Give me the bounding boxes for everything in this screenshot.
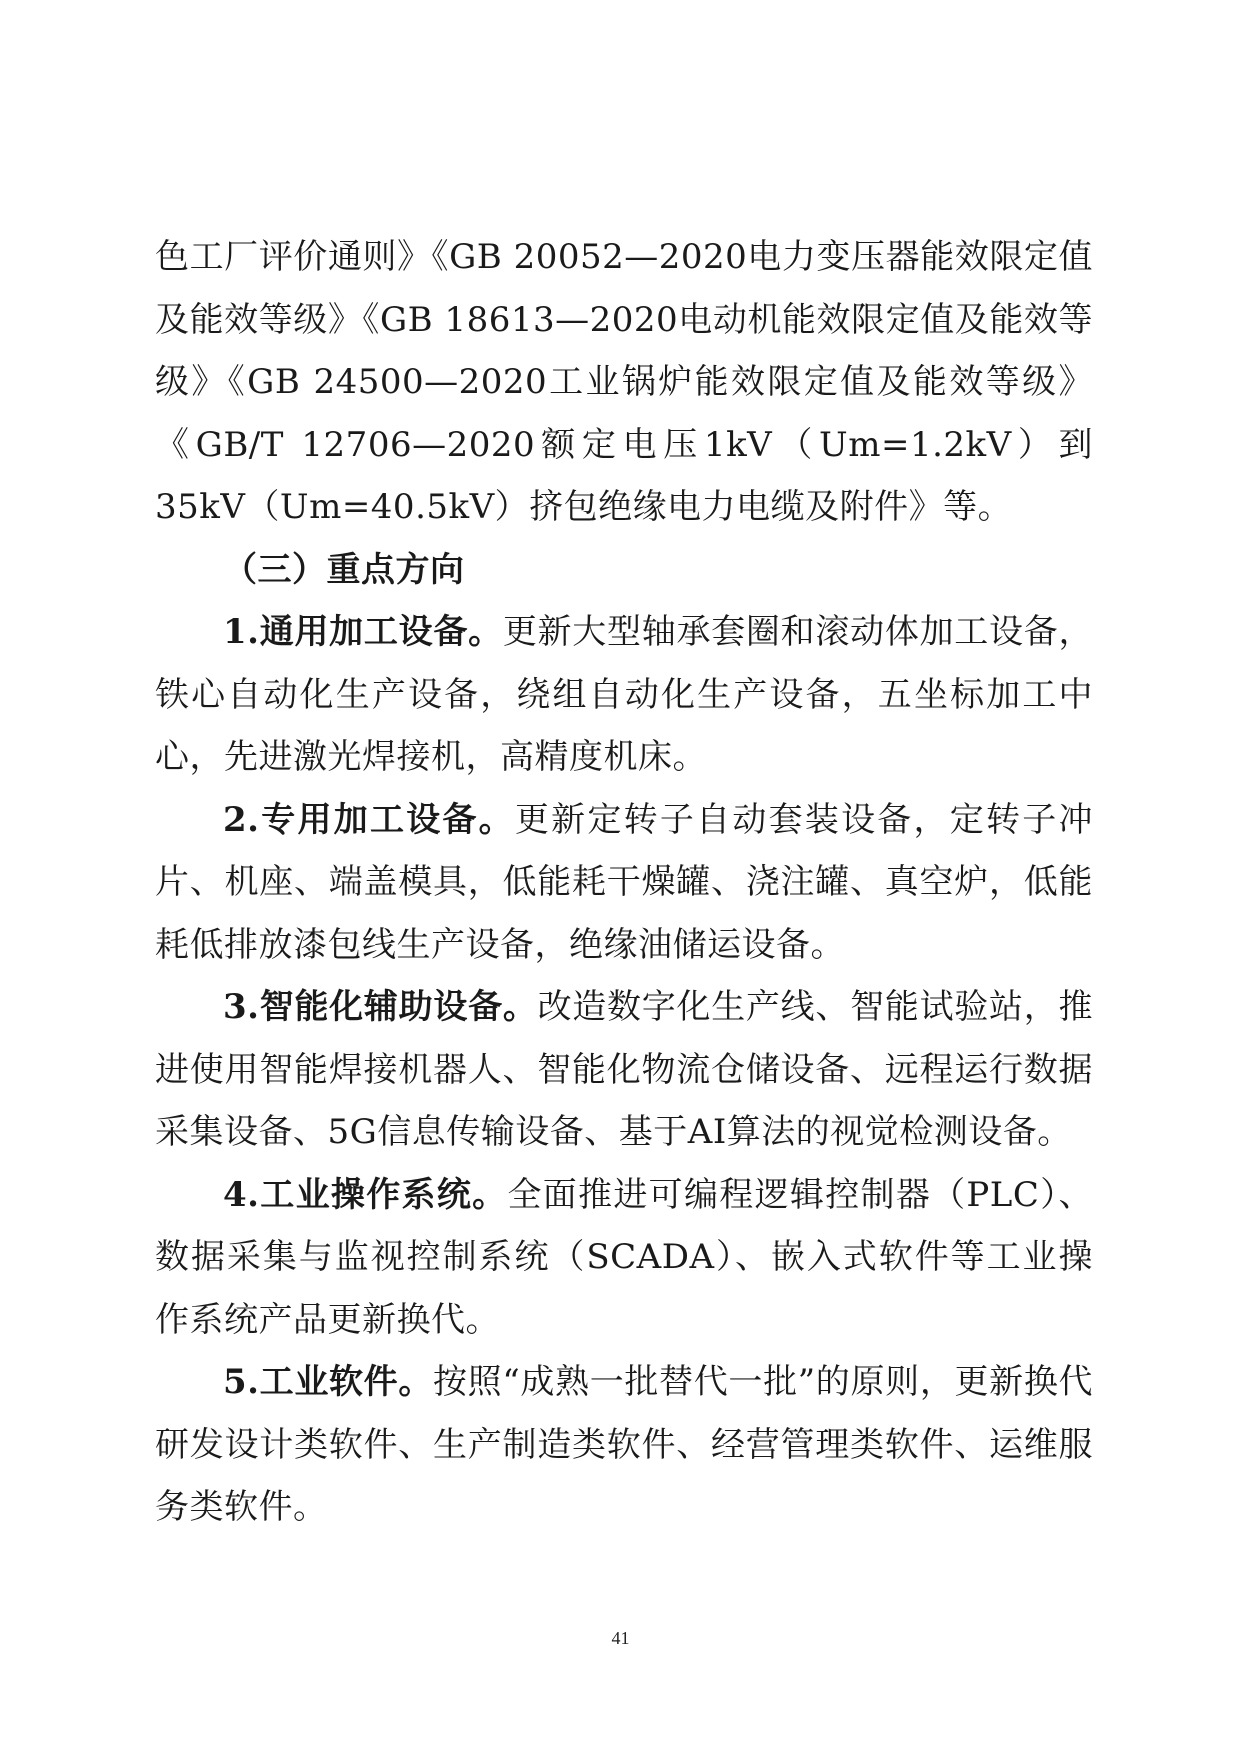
- document-body: [155, 226, 1093, 1539]
- section-heading: （三）重点方向: [223, 549, 465, 590]
- item-paragraph-3: [155, 976, 1093, 1164]
- item-text-3: 改造数字化生产线、智能试验站，推进使用智能焊接机器人、智能化物流仓储设备、远程运行数据采集设备、5G信息传输设备、基于AI算法的视觉检测设备。: [155, 987, 1093, 1152]
- item-text-4: 全面推进可编程逻辑控制器（PLC）、数据采集与监视控制系统（SCADA）、嵌入式软件等工业操作系统产品更新换代。: [155, 1174, 1094, 1340]
- item-lead-5: 5.工业软件。: [223, 1362, 434, 1402]
- item-text-5: 按照“成熟一批替代一批”的原则，更新换代研发设计类软件、生产制造类软件、经营管理类软件、运维服务类软件。: [155, 1362, 1093, 1527]
- continuation-paragraph: 色工厂评价通则》《GB 20052—2020电力变压器能效限定值及能效等级》《GB 18613—2020电动机能效限定值及能效等级》《GB 24500—2020工业锅炉能效限定值及能效等级》《GB/T 12706—2020额定电压1kV（Um=1.2kV）到35kV（Um=40.5kV）挤包绝缘电力电缆及附件》等。: [155, 237, 1093, 527]
- item-lead-3: 3.智能化辅助设备。: [223, 987, 538, 1027]
- item-lead-1: 1.通用加工设备。: [223, 612, 503, 652]
- item-text-2: 更新定转子自动套装设备，定转子冲片、机座、端盖模具，低能耗干燥罐、浇注罐、真空炉，低能耗低排放漆包线生产设备，绝缘油储运设备。: [155, 799, 1094, 965]
- item-paragraph-2: [155, 789, 1093, 977]
- page-number: 41: [611, 1628, 630, 1648]
- item-paragraph-5: [155, 1351, 1093, 1539]
- item-lead-4: 4.工业操作系统。: [223, 1174, 508, 1215]
- item-lead-2: 2.专用加工设备。: [223, 799, 515, 840]
- item-text-1: 更新大型轴承套圈和滚动体加工设备，铁心自动化生产设备，绕组自动化生产设备，五坐标加工中心，先进激光焊接机，高精度机床。: [155, 612, 1093, 777]
- item-paragraph-1: [155, 601, 1093, 789]
- item-paragraph-4: [155, 1164, 1093, 1352]
